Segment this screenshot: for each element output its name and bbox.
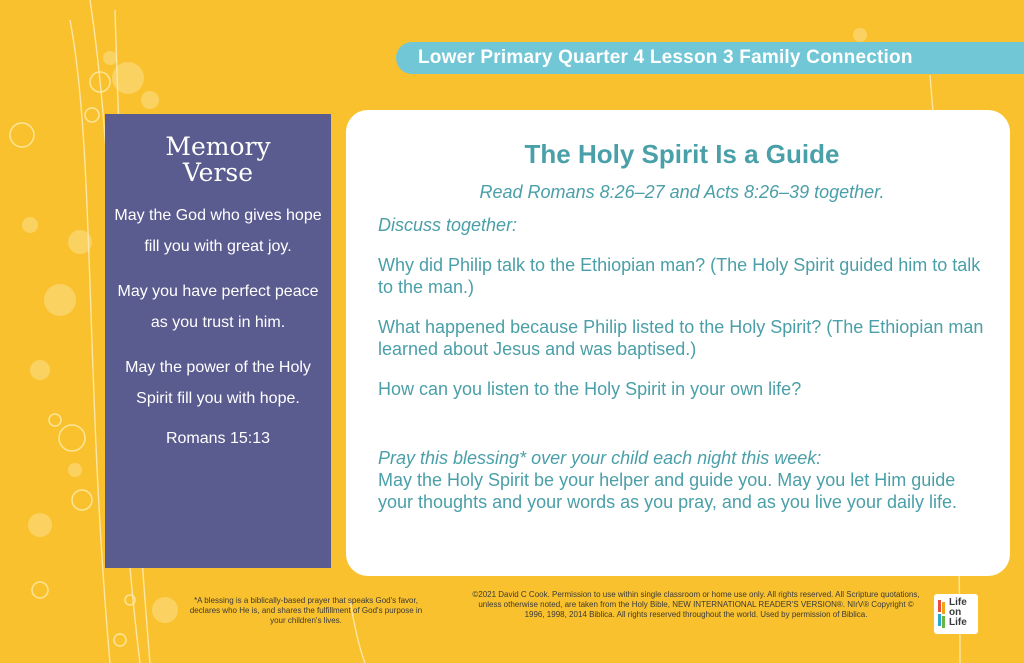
copyright-notice: ©2021 David C Cook. Permission to use within single classroom or home use only. All rights reserved. All Scripture quotations, unless otherwise noted, are taken from the Holy Bible, NEW INTERNATIONAL READER'S VERSION®. NIrV® Copyright © 1996, 1998, 2014 Biblica. All rights reserved throughout the world. Used by permission of Biblica. xyxy=(472,590,920,619)
memory-verse-title xyxy=(105,134,331,186)
memory-verse-line-1: May the God who gives hope fill you with great joy. xyxy=(114,207,322,255)
life-on-life-logo xyxy=(934,594,978,634)
blessing-footnote: *A blessing is a biblically-based prayer that speaks God's favor, declares who He is, and shares the fulfillment of God's purpose in your children's lives. xyxy=(189,596,423,625)
lesson-banner-text: Lower Primary Quarter 4 Lesson 3 Family Connection xyxy=(418,47,913,68)
discuss-label: Discuss together: xyxy=(378,215,518,235)
lesson-title: The Holy Spirit Is a Guide xyxy=(524,139,840,169)
logo-line-1: Life xyxy=(949,597,967,608)
memory-verse-text xyxy=(105,200,331,414)
memory-verse-title-line1: Memory xyxy=(165,132,271,161)
blessing-text: May the Holy Spirit be your helper and guide you. May you let Him guide your thoughts and your words as you pray, and as you live your daily life. xyxy=(378,470,957,512)
logo-bars-icon xyxy=(938,600,946,628)
question-3: How can you listen to the Holy Spirit in your own life? xyxy=(378,379,802,399)
reading-instruction: Read Romans 8:26–27 and Acts 8:26–39 together. xyxy=(479,182,885,202)
logo-text xyxy=(949,598,967,628)
question-2: What happened because Philip listed to the Holy Spirit? (The Ethiopian man learned about Jesus and was baptised.) xyxy=(378,317,984,359)
memory-verse-line-2: May you have perfect peace as you trust in him. xyxy=(117,283,319,331)
lesson-card xyxy=(346,110,1010,576)
memory-verse-line-3: May the power of the Holy Spirit fill you with hope. xyxy=(125,359,311,407)
lesson-banner xyxy=(396,42,1024,74)
pray-label: Pray this blessing* over your child each night this week: xyxy=(378,448,822,468)
memory-verse-reference: Romans 15:13 xyxy=(165,430,271,447)
memory-verse-title-line2: Verse xyxy=(182,158,254,187)
question-1: Why did Philip talk to the Ethiopian man? (The Holy Spirit guided him to talk to the man.) xyxy=(378,255,981,297)
memory-verse-panel xyxy=(105,114,331,568)
logo-line-3: Life xyxy=(949,617,967,628)
logo-line-2: on xyxy=(949,607,962,618)
